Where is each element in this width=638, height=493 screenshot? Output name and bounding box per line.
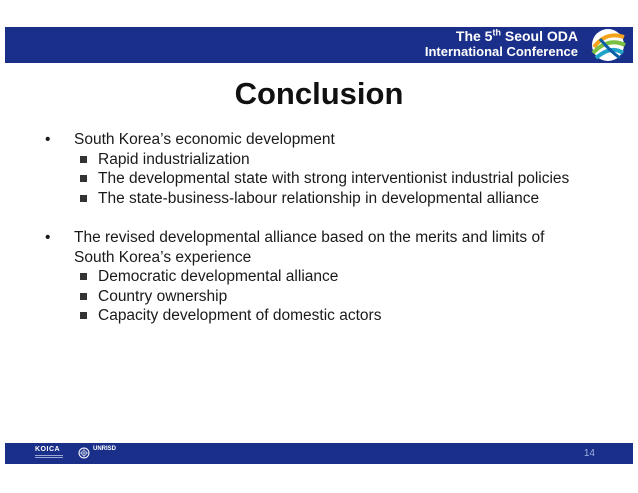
square-bullet-icon: [80, 195, 87, 202]
slide-content: [45, 130, 615, 326]
un-emblem-icon: [78, 447, 90, 459]
footer-bar: [5, 443, 633, 464]
sub-bullet-item: [45, 306, 615, 326]
square-bullet-icon: [80, 312, 87, 319]
sub-bullet-text: Capacity development of domestic actors: [98, 307, 382, 324]
bullet-text: South Korea’s experience: [74, 248, 252, 266]
sub-bullet-text: Rapid industrialization: [98, 150, 250, 168]
conference-title-prefix: The 5: [455, 28, 493, 44]
bullet-item: [45, 228, 615, 267]
square-bullet-icon: [80, 273, 87, 280]
square-bullet-icon: [80, 293, 87, 300]
slide-title: Conclusion: [234, 76, 404, 111]
conference-title-line2: International Conference: [424, 44, 578, 59]
sub-bullet-item: [45, 267, 615, 287]
sub-bullet-text: Democratic developmental alliance: [98, 268, 339, 285]
unrisd-logo: UNRISD: [93, 446, 117, 452]
square-bullet-icon: [80, 156, 87, 163]
sub-bullet-text: The state-business-labour relationship in developmental alliance: [98, 189, 540, 207]
bullet-marker: •: [45, 229, 51, 246]
sub-bullet-item: [45, 169, 615, 189]
conference-title-sup: th: [492, 27, 501, 38]
sub-bullet-text: Country ownership: [98, 287, 228, 305]
square-bullet-icon: [80, 175, 87, 182]
koica-logo-subtext-icon: [35, 455, 63, 459]
bullet-marker: •: [45, 131, 51, 148]
conference-title: [425, 29, 578, 59]
header-bar: [5, 27, 633, 63]
conference-title-suffix: Seoul ODA: [500, 28, 578, 44]
sub-bullet-item: [45, 189, 615, 209]
sub-bullet-item: [45, 287, 615, 307]
sub-bullet-item: [45, 150, 615, 170]
bullet-text: The revised developmental alliance based on the merits and limits of: [74, 229, 545, 246]
page-number: 14: [583, 448, 595, 459]
bullet-text: South Korea’s economic development: [74, 131, 335, 148]
koica-logo: KOICA: [35, 446, 61, 453]
bullet-item: [45, 130, 615, 150]
sub-bullet-text: The developmental state with strong interventionist industrial policies: [98, 170, 570, 187]
conference-globe-logo-icon: [586, 27, 630, 63]
